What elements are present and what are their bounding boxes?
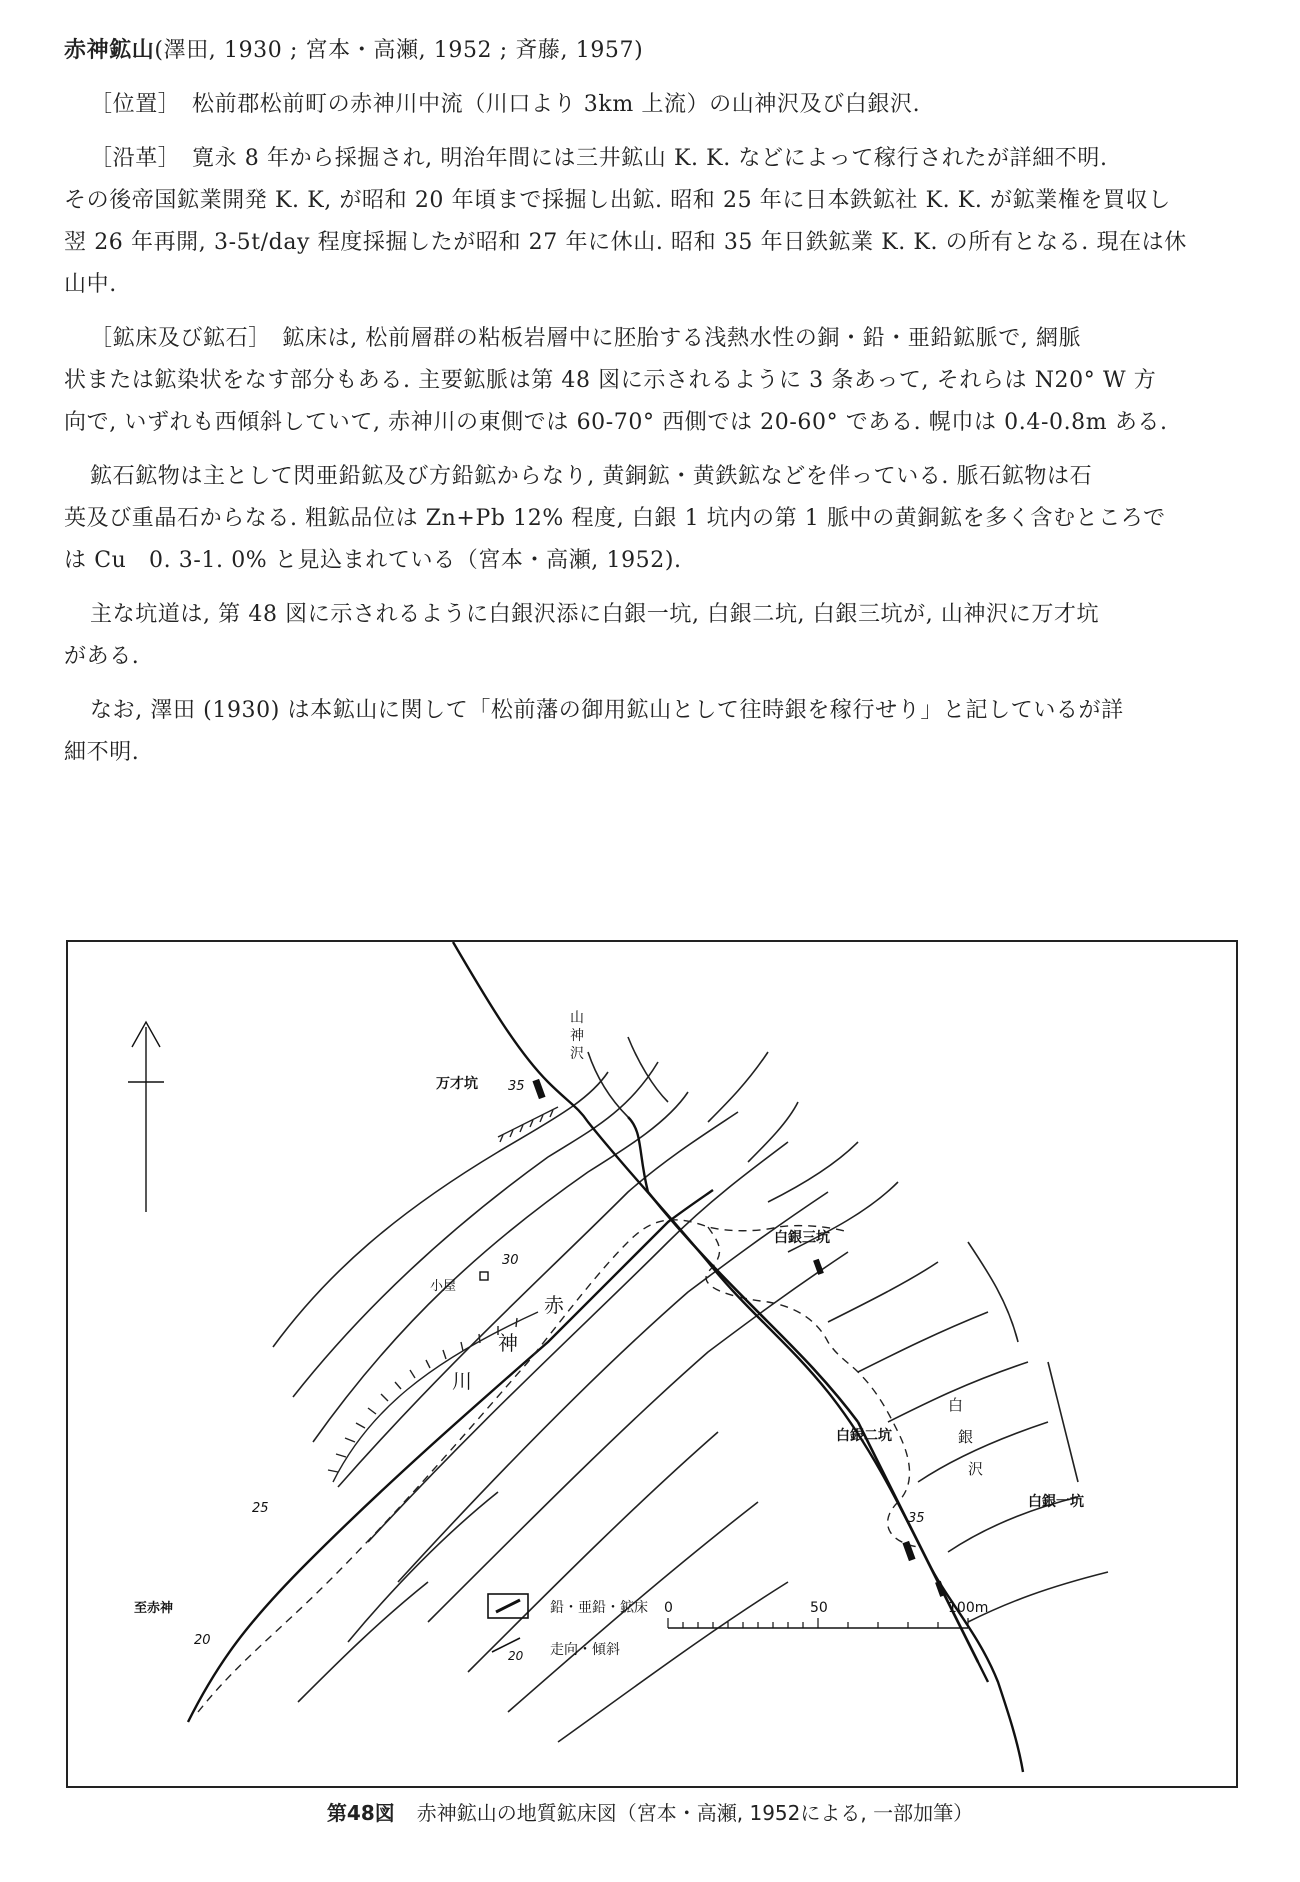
geologic-map (66, 940, 1238, 1788)
mine-title: 赤神鉱山 (64, 38, 155, 63)
label-kawa: 川 (452, 1369, 472, 1393)
label-bansai-mine: 万才坑 (436, 1076, 478, 1092)
text-line: なお, 澤田 (1930) は本鉱山に関して「松前藩の御用鉱山として往時銀を稼行せり」と記しているが詳 (90, 698, 1124, 723)
text-line: 状または鉱染状をなす部分もある. 主要鉱脈は第 48 図に示されるように 3 条あって, それらは N20° W 方 (64, 368, 1157, 393)
legend-ore-label: 鉛・亜鉛・鉱床 (550, 1600, 648, 1616)
label-koya: 小屋 (430, 1279, 457, 1294)
label-aka: 赤 (544, 1293, 564, 1317)
label-sawa-2: 沢 (968, 1460, 984, 1478)
label-shirogane-2: 白銀二坑 (836, 1428, 892, 1444)
label-dip-30: 30 (502, 1253, 519, 1268)
ore-veins (533, 1080, 945, 1597)
hut-symbol (480, 1272, 488, 1280)
text-line: 主な坑道は, 第 48 図に示されるように白銀沢添に白銀一坑, 白銀二坑, 白銀三坑が, 山神沢に万才坑 (90, 602, 1100, 627)
legend-ore-symbol (496, 1600, 520, 1612)
figure-number: 第48図 (326, 1801, 395, 1825)
label-shirogane-1: 白銀一坑 (1028, 1494, 1084, 1510)
title-references: (澤田, 1930 ; 宮本・高瀬, 1952 ; 斉藤, 1957) (154, 38, 644, 63)
text-line: 細不明. (64, 740, 140, 765)
title-line (64, 30, 1254, 72)
legend-strike-label: 走向・傾斜 (550, 1642, 620, 1658)
label-sawa: 沢 (570, 1046, 584, 1062)
label-dip-35-top: 35 (508, 1079, 525, 1094)
north-arrow (128, 1022, 164, 1212)
scale-tick-50: 50 (810, 1600, 828, 1616)
label-shirogane-3: 白銀三坑 (774, 1230, 830, 1246)
text-line: がある. (64, 644, 140, 669)
label-yama: 山 (570, 1010, 584, 1026)
figure-caption (0, 1797, 1300, 1826)
text-line: ［沿革］ 寛永 8 年から採掘され, 明治年間には三井鉱山 K. K. などによって稼行されたが詳細不明. (90, 146, 1108, 171)
text-line: 向で, いずれも西傾斜していて, 赤神川の東側では 60-70° 西側では 20-60° である. 幌巾は 0.4-0.8m ある. (64, 410, 1168, 435)
text-line: ［位置］ 松前郡松前町の赤神川中流（川口より 3km 上流）の山神沢及び白銀沢. (90, 92, 921, 117)
fault-lines (648, 1192, 978, 1662)
label-kami: 神 (570, 1028, 584, 1044)
scale-tick-100: 100m (948, 1600, 989, 1616)
article-text (64, 30, 1254, 774)
legend-strike-value: 20 (508, 1649, 524, 1663)
label-kami-river: 神 (498, 1331, 518, 1355)
text-line: ［鉱床及び鉱石］ 鉱床は, 松前層群の粘板岩層中に胚胎する浅熱水性の銅・鉛・亜鉛鉱脈で, 網脈 (90, 326, 1082, 351)
contour-lines (273, 1037, 1108, 1742)
figure-caption-text: 赤神鉱山の地質鉱床図（宮本・高瀬, 1952による, 一部加筆） (416, 1801, 974, 1825)
label-shiro: 白 (948, 1396, 964, 1414)
label-to-akagami: 至赤神 (134, 1601, 174, 1616)
label-dip-35-bottom: 35 (908, 1511, 925, 1526)
text-line: 英及び重晶石からなる. 粗鉱品位は Zn+Pb 12% 程度, 白銀 1 坑内の第 1 脈中の黄銅鉱を多く含むところで (64, 506, 1166, 531)
label-dip-20: 20 (194, 1633, 211, 1648)
text-line: 鉱石鉱物は主として閃亜鉛鉱及び方鉛鉱からなり, 黄銅鉱・黄鉄鉱などを伴っている. 脈石鉱物は石 (90, 464, 1093, 489)
map-drawing (68, 942, 1236, 1786)
label-gin: 銀 (958, 1428, 974, 1446)
label-dip-25: 25 (252, 1501, 269, 1516)
text-line: は Cu 0. 3-1. 0% と見込まれている（宮本・高瀬, 1952). (64, 548, 682, 573)
scale-tick-0: 0 (664, 1600, 673, 1616)
text-line: その後帝国鉱業開発 K. K, が昭和 20 年頃まで採掘し出鉱. 昭和 25 年に日本鉄鉱社 K. K. が鉱業権を買収し (64, 188, 1171, 213)
text-line: 翌 26 年再開, 3-5t/day 程度採掘したが昭和 27 年に休山. 昭和 35 年日鉄鉱業 K. K. の所有となる. 現在は休 (64, 230, 1187, 255)
text-line: 山中. (64, 272, 117, 297)
scale-bar (664, 1600, 988, 1628)
